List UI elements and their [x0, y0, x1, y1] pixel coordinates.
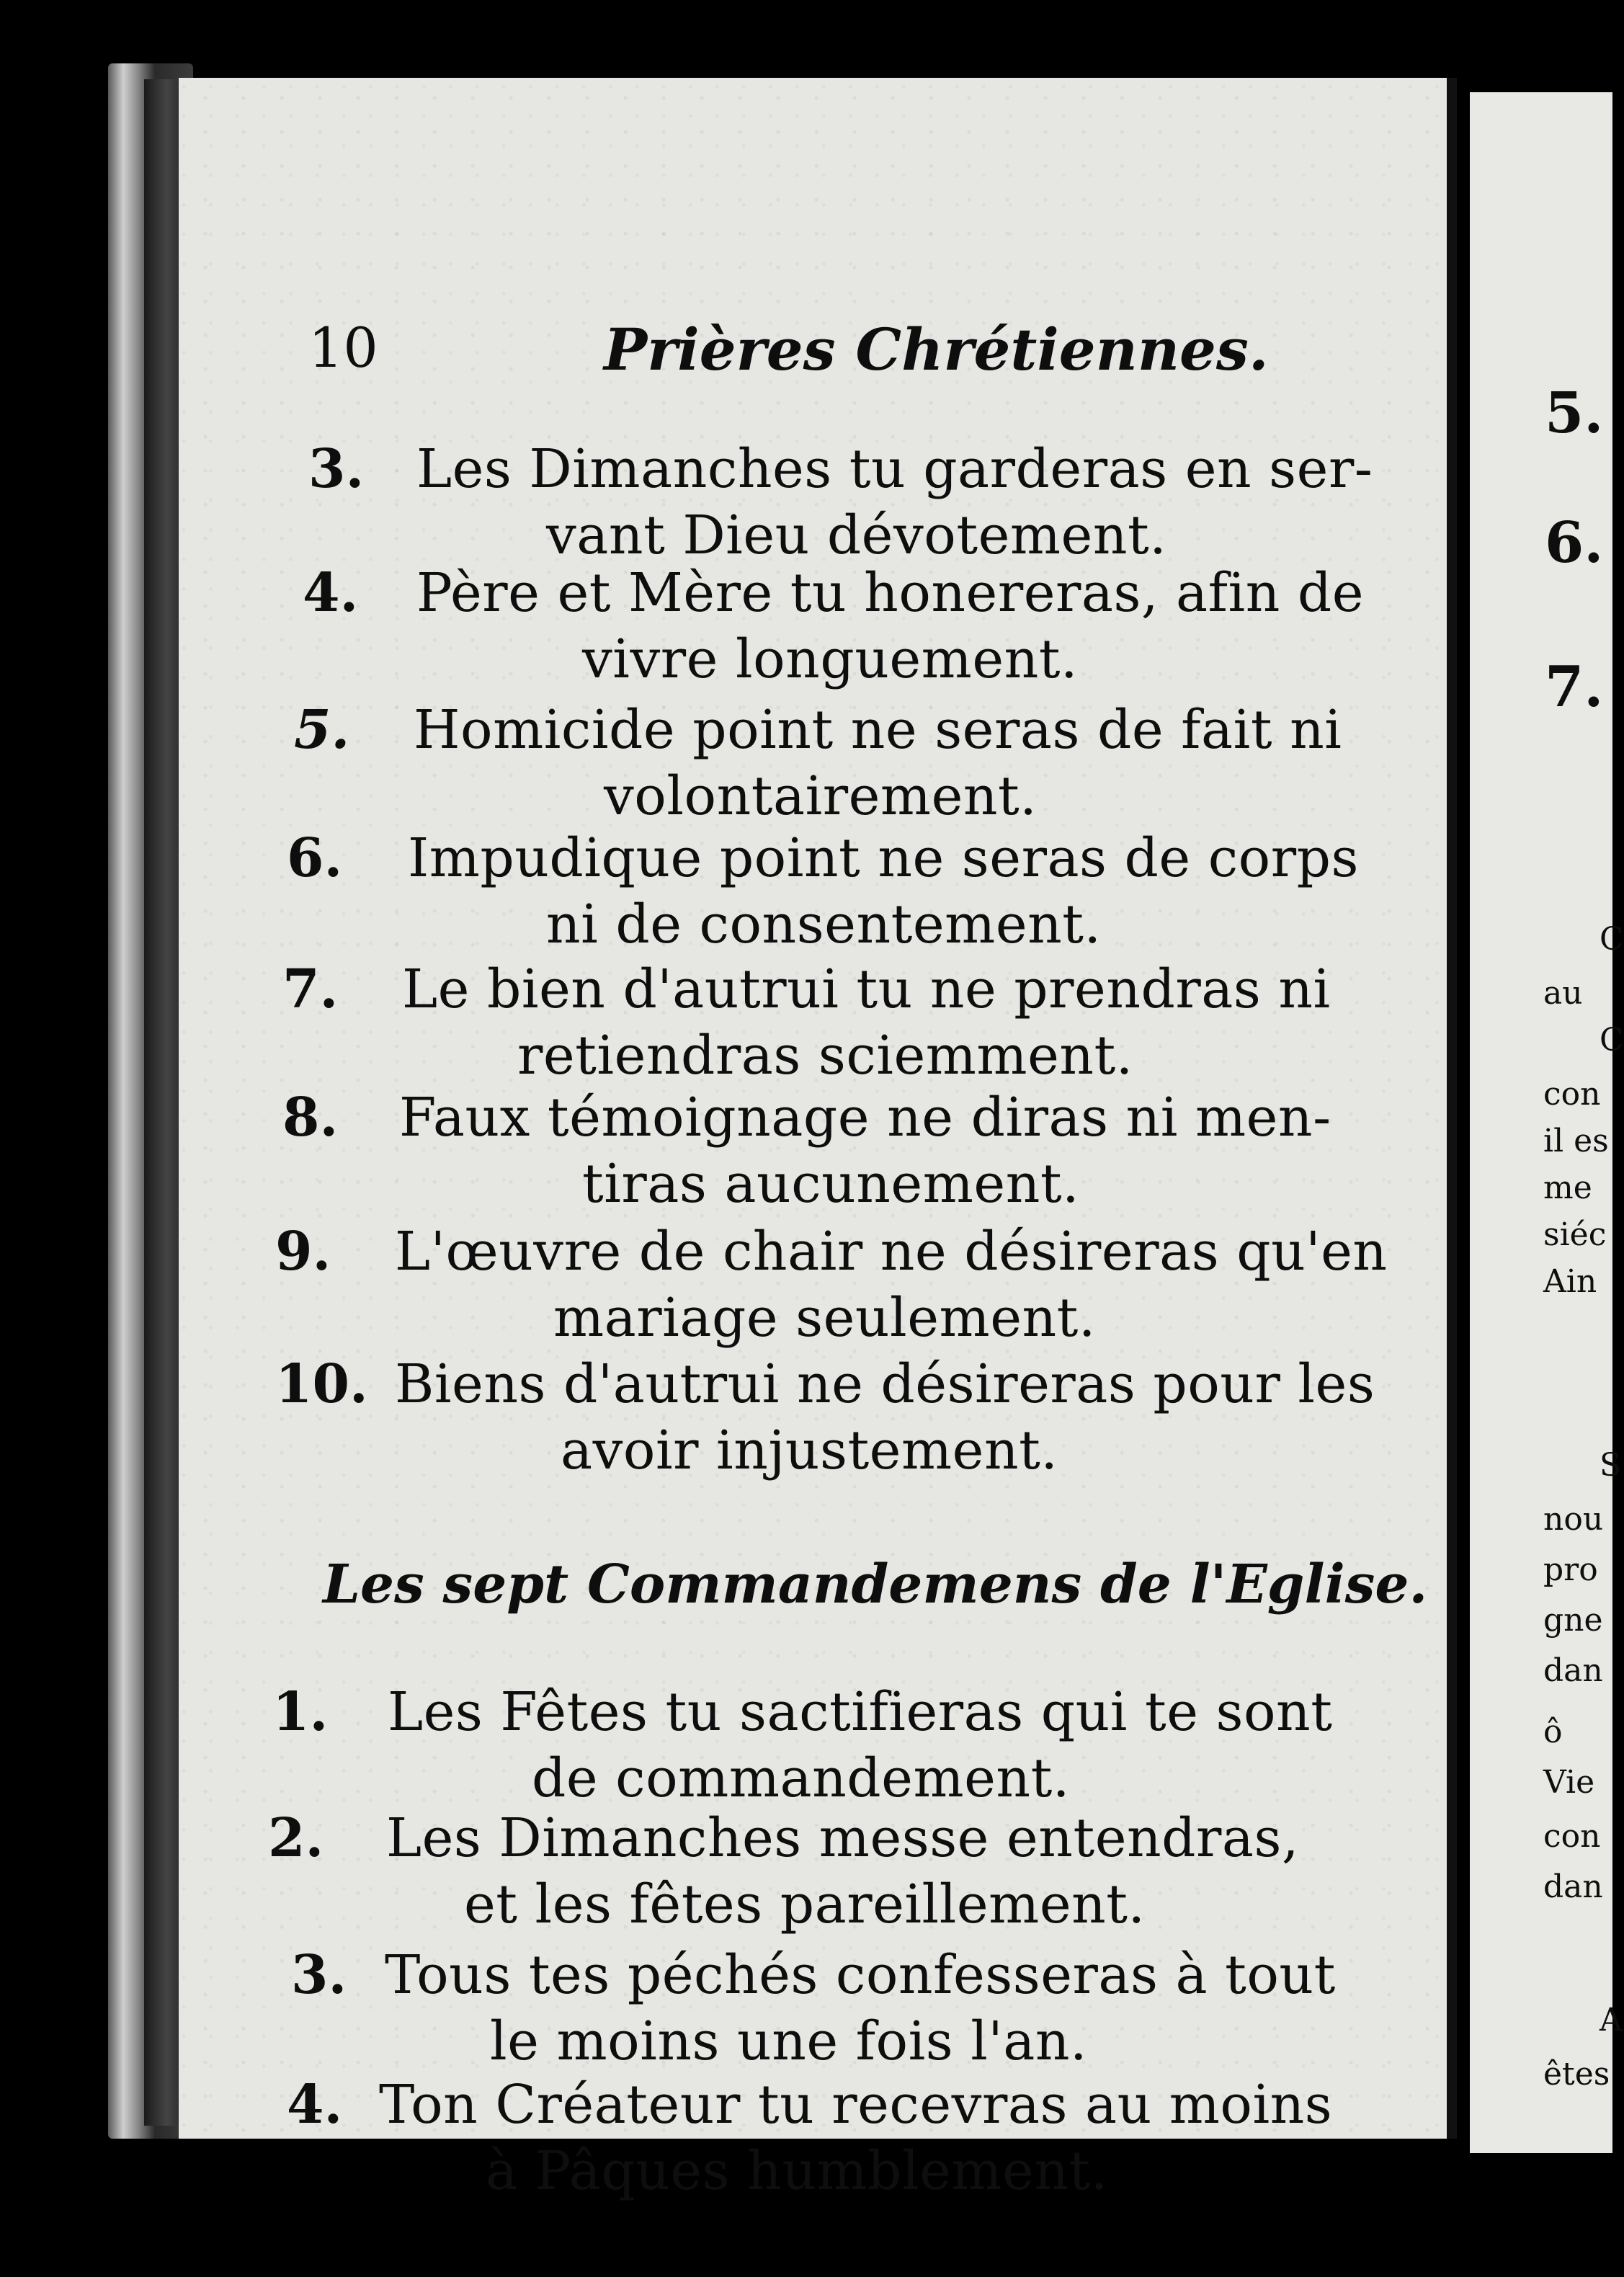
commandment-number: 4.: [287, 2074, 343, 2136]
right-page-fragment: [1470, 92, 1624, 2153]
commandment-number: 3.: [308, 438, 365, 500]
right-page-text: me: [1543, 1169, 1592, 1206]
commandment-line: Faux témoignage ne diras ni men-: [399, 1087, 1331, 1149]
commandment-line: avoir injustement.: [561, 1420, 1058, 1481]
commandment-line: Père et Mère tu honereras, afin de: [416, 562, 1365, 624]
commandment-line: à Pâques humblement.: [486, 2140, 1108, 2202]
commandment-line: mariage seulement.: [553, 1287, 1096, 1349]
right-page-text: siéc: [1543, 1216, 1607, 1253]
right-page-text: il es: [1543, 1123, 1609, 1159]
left-page: [179, 78, 1457, 2202]
right-page-text: ô: [1543, 1714, 1563, 1750]
right-page-text: au: [1543, 975, 1583, 1012]
right-page-text: êtes: [1543, 2056, 1610, 2093]
commandment-line: L'œuvre de chair ne désireras qu'en: [395, 1221, 1388, 1283]
right-page-text: C: [1600, 1022, 1624, 1059]
commandment-number: 1.: [272, 1681, 329, 1743]
commandment-line: vant Dieu dévotement.: [546, 504, 1167, 566]
commandment-line: Les Fêtes tu sactifieras qui te sont: [388, 1681, 1333, 1743]
right-page-text: S: [1600, 1447, 1622, 1484]
right-page-text: C: [1600, 921, 1624, 958]
commandment-line: Tous tes péchés confesseras à tout: [385, 1944, 1336, 2006]
commandment-line: Biens d'autrui ne désireras pour les: [395, 1353, 1375, 1415]
commandment-line: Les Dimanches tu garderas en ser-: [416, 438, 1373, 500]
commandment-line: retiendras sciemment.: [517, 1025, 1133, 1087]
commandment-line: Ton Créateur tu recevras au moins: [379, 2074, 1333, 2136]
commandment-number: 4.: [303, 562, 359, 624]
right-page-text: gne: [1543, 1602, 1603, 1639]
right-page-number: 6.: [1545, 510, 1604, 576]
commandment-line: Impudique point ne seras de corps: [408, 827, 1359, 889]
right-page-text: pro: [1543, 1551, 1598, 1588]
commandment-number: 10.: [275, 1353, 368, 1415]
commandment-number: 9.: [275, 1221, 331, 1283]
right-page-number: 7.: [1545, 654, 1604, 720]
right-page-text: nou: [1543, 1501, 1604, 1538]
right-page-text: Vie: [1543, 1764, 1595, 1801]
commandment-line: de commandement.: [532, 1747, 1070, 1809]
right-page-text: A: [1600, 2002, 1623, 2038]
running-head: [179, 316, 1447, 388]
commandment-number: 2.: [268, 1807, 324, 1869]
commandment-number: 3.: [291, 1944, 347, 2006]
commandment-line: volontairement.: [604, 765, 1038, 827]
commandment-line: et les fêtes pareillement.: [464, 1873, 1146, 1935]
section-title: Les sept Commandemens de l'Eglise.: [323, 1554, 1428, 1616]
right-page-number: 5.: [1545, 380, 1604, 446]
commandment-number: 8.: [282, 1087, 339, 1149]
right-page-text: con: [1543, 1076, 1601, 1113]
page-number: 10: [308, 316, 378, 380]
commandment-line: Homicide point ne seras de fait ni: [414, 699, 1342, 761]
right-page-text: Ain: [1543, 1263, 1597, 1300]
commandment-line: le moins une fois l'an.: [490, 2010, 1088, 2072]
right-page-text: dan: [1543, 1652, 1603, 1689]
commandment-line: tiras aucunement.: [582, 1153, 1080, 1215]
commandment-line: Les Dimanches messe entendras,: [386, 1807, 1300, 1869]
commandment-number: 5.: [294, 699, 350, 761]
commandment-number: 6.: [287, 827, 343, 889]
running-title: Prières Chrétiennes.: [604, 316, 1269, 383]
commandment-line: ni de consentement.: [546, 894, 1102, 955]
commandment-number: 7.: [282, 958, 339, 1020]
commandment-line: vivre longuement.: [582, 628, 1079, 690]
right-page-text: dan: [1543, 1868, 1603, 1905]
commandment-line: Le bien d'autrui tu ne prendras ni: [402, 958, 1331, 1020]
right-page-text: con: [1543, 1818, 1601, 1855]
